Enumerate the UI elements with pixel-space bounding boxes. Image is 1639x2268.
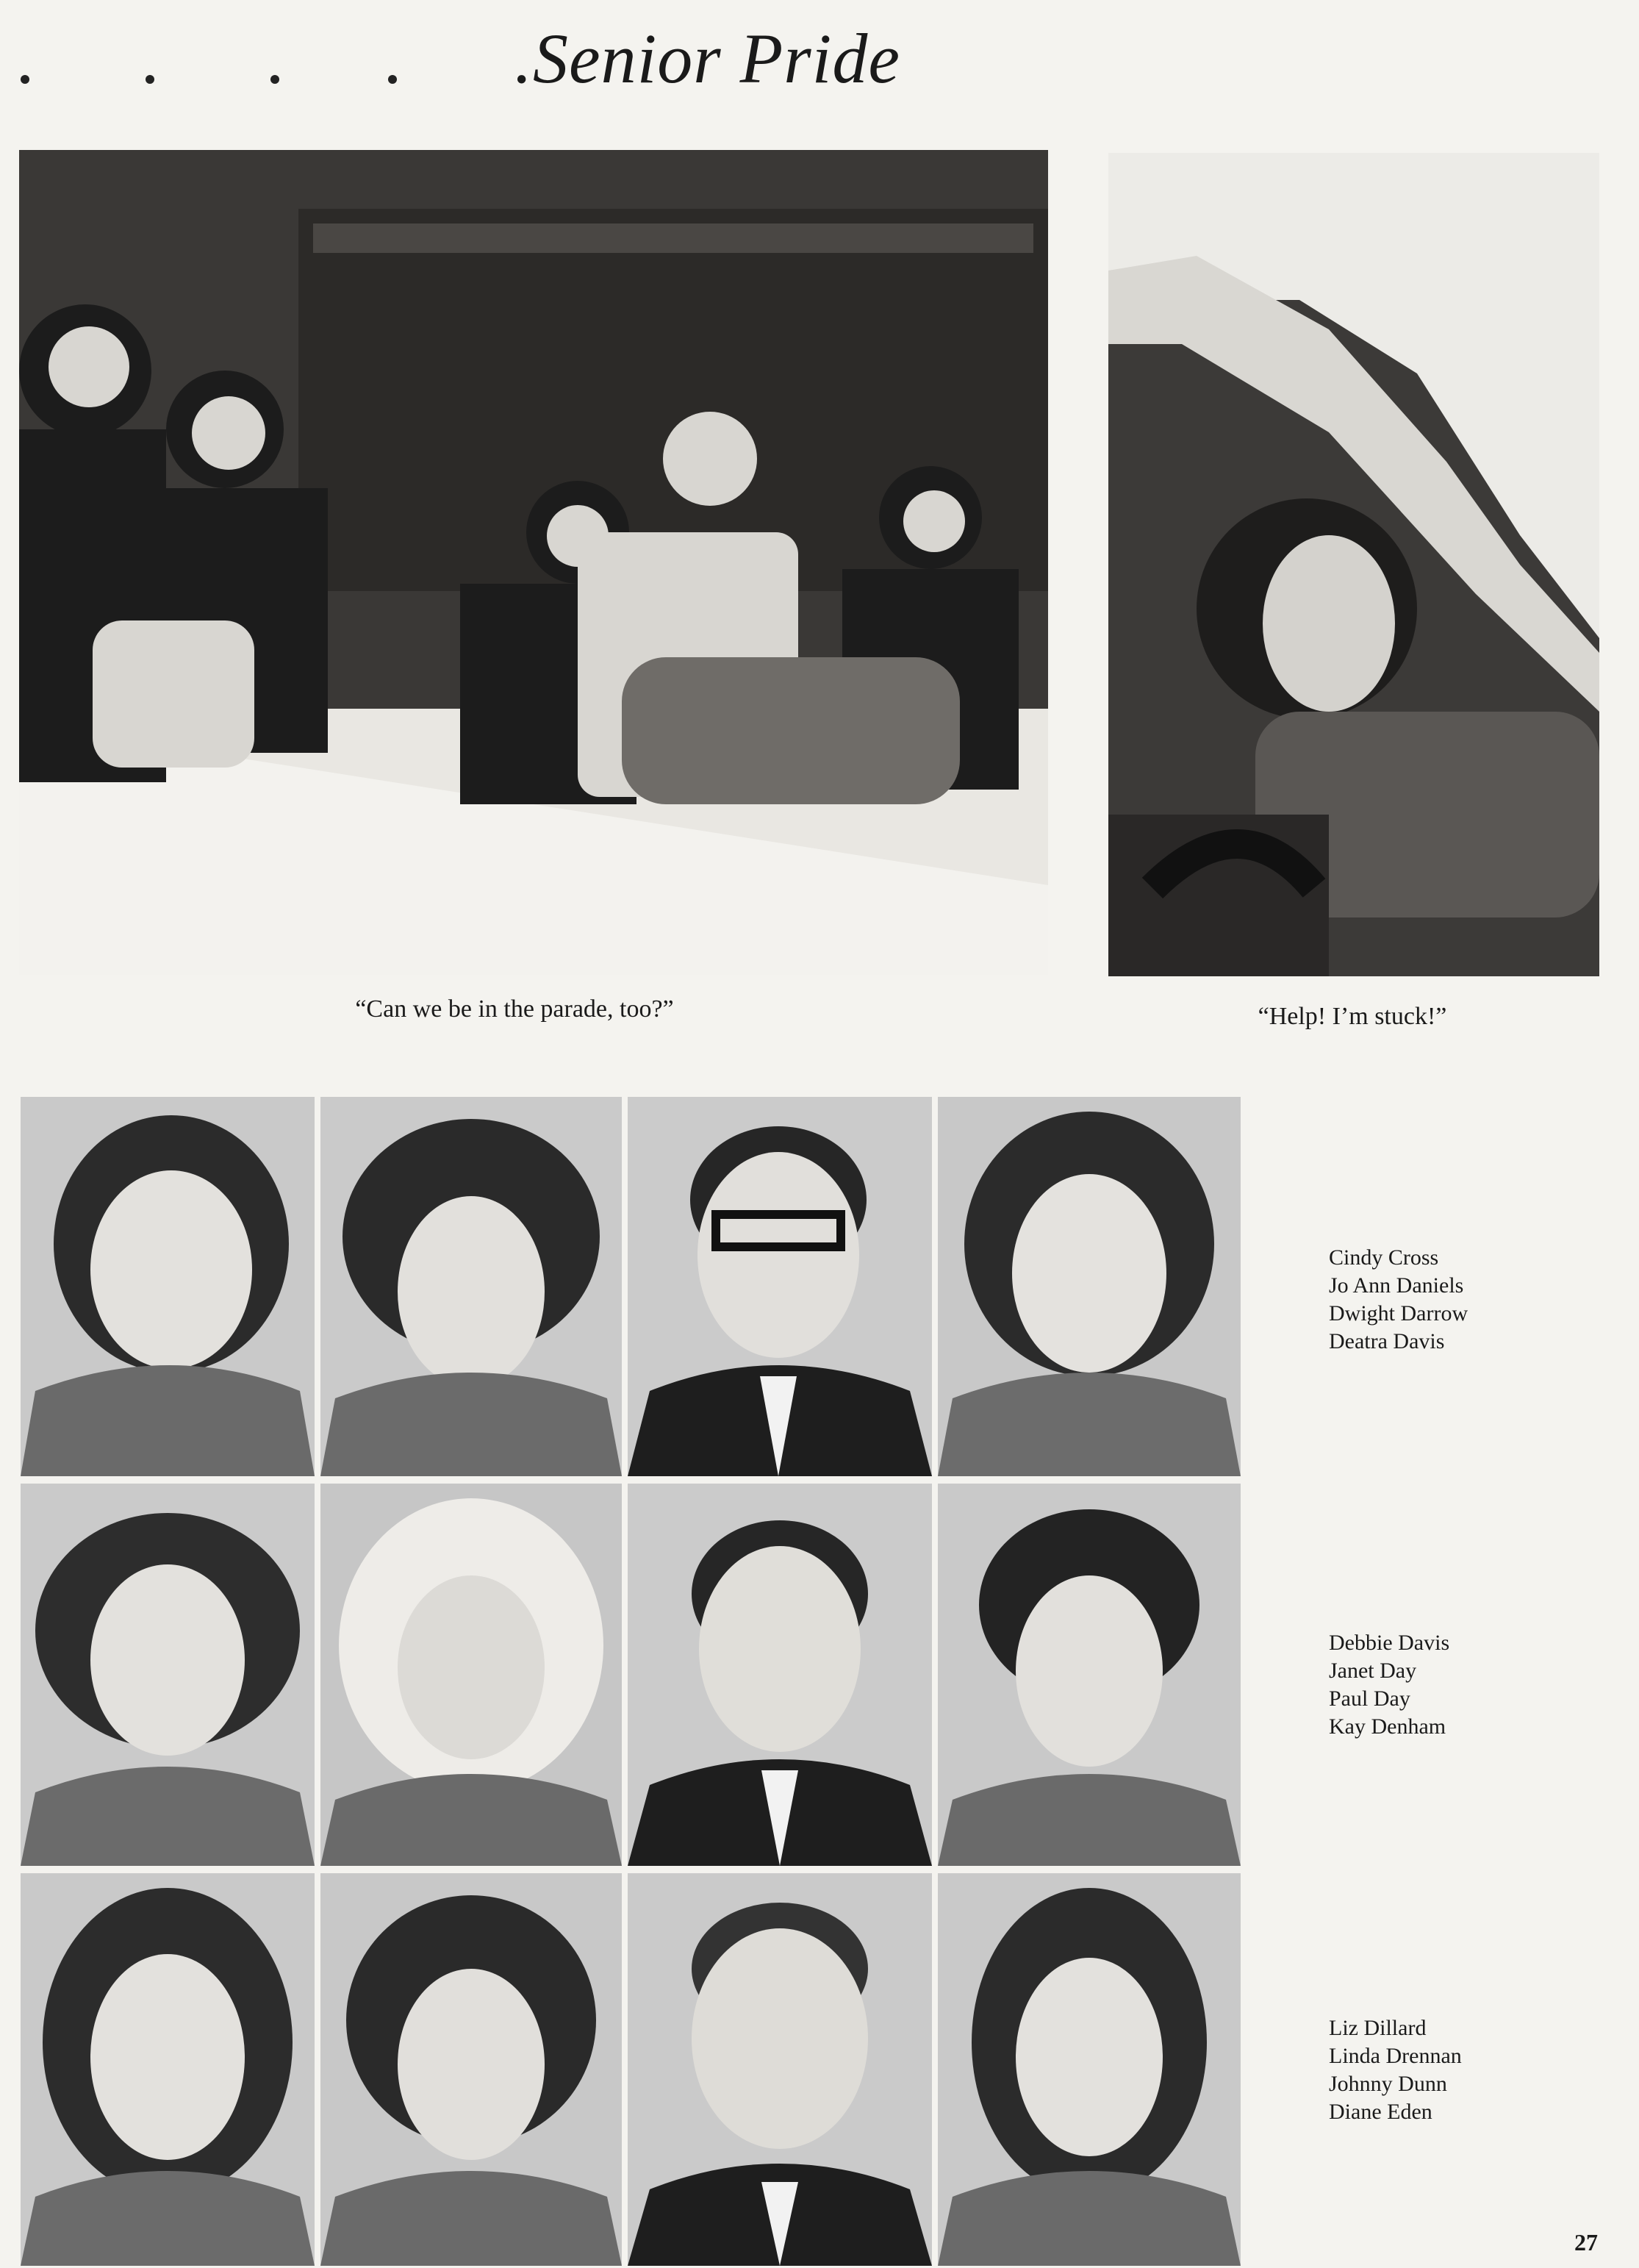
portrait-janet-day [320,1484,622,1866]
dot [388,75,397,84]
title-dots [21,29,432,118]
portrait-paul-day [628,1484,932,1866]
parade-float-photo [19,150,1048,975]
portrait-diane-eden [938,1873,1241,2266]
page-title: .Senior Pride [514,19,900,98]
dot [270,75,279,84]
portrait-kay-denham [938,1484,1241,1866]
dot [21,75,29,84]
portrait-dwight-darrow [628,1097,932,1476]
portrait-johnny-dunn [628,1873,932,2266]
name-label: Johnny Dunn [1329,2072,1447,2096]
stuck-photo-caption: “Help! I’m stuck!” [1258,1003,1447,1030]
name-label: Linda Drennan [1329,2044,1462,2068]
name-label: Cindy Cross [1329,1245,1439,1270]
names-row-2 [1329,1629,1449,1741]
portrait-deatra-davis [938,1097,1241,1476]
names-row-3 [1329,2014,1462,2126]
portrait-grid [21,1097,1241,2266]
names-row-1 [1329,1244,1468,1356]
parade-float-photo-image [19,150,1048,975]
stuck-girl-photo-image [1108,153,1599,976]
name-label: Liz Dillard [1329,2016,1427,2040]
page-number: 27 [1574,2229,1598,2256]
name-label: Diane Eden [1329,2100,1432,2124]
name-label: Jo Ann Daniels [1329,1273,1464,1298]
name-label: Janet Day [1329,1659,1417,1683]
stuck-girl-photo [1108,153,1599,976]
parade-photo-caption: “Can we be in the parade, too?” [355,995,674,1023]
name-label: Kay Denham [1329,1714,1446,1739]
portrait-debbie-davis [21,1484,315,1866]
dot [146,75,154,84]
name-label: Debbie Davis [1329,1631,1450,1655]
portrait-jo-ann-daniels [320,1097,622,1476]
portrait-liz-dillard [21,1873,315,2266]
portrait-linda-drennan [320,1873,622,2266]
name-label: Deatra Davis [1329,1329,1445,1353]
name-label: Paul Day [1329,1686,1410,1711]
name-label: Dwight Darrow [1329,1301,1468,1326]
portrait-cindy-cross [21,1097,315,1476]
